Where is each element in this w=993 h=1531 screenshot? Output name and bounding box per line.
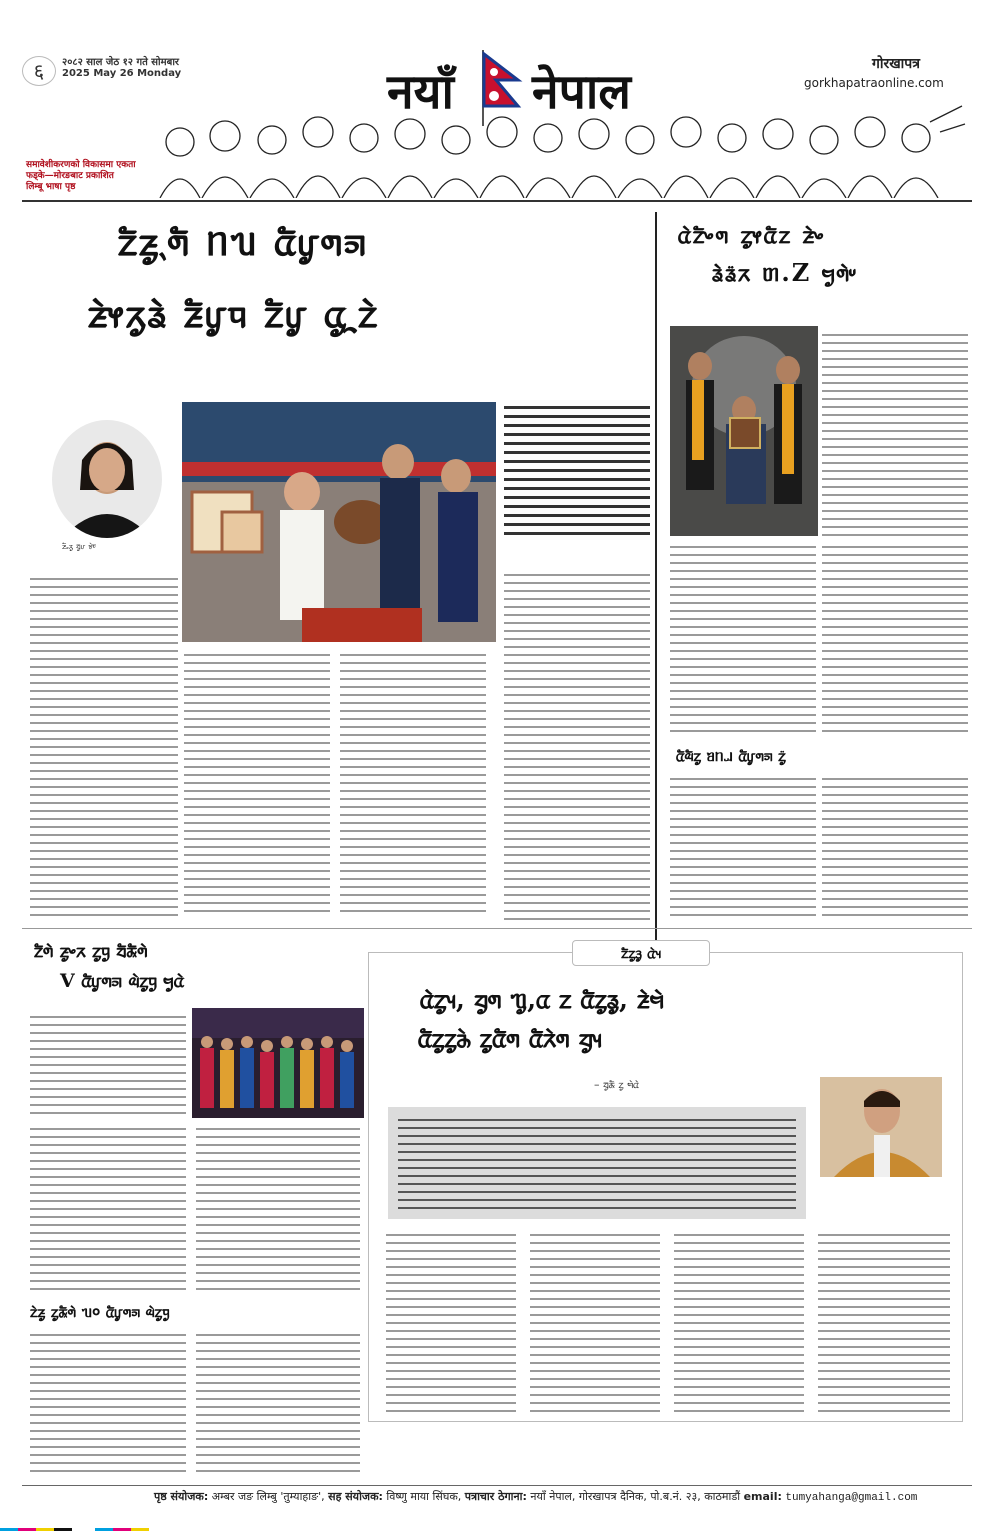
side-column-4 (822, 772, 968, 922)
website-link[interactable]: gorkhapatraonline.com (804, 76, 944, 90)
page-number: ६ (22, 56, 56, 86)
masthead-title-left: नयाँ (387, 64, 454, 120)
interview-headline-line2: ᤂᤠᤁᤢᤁᤢᤌᤧ ᤁᤢᤂᤠᤛ ᤂᤠᤖᤧᤛ ᤔᤢᤵ (418, 1024, 602, 1054)
interview-column-4 (818, 1228, 950, 1414)
interview-headline-line1: ᤂᤧᤁᤢᤵ, ᤔᤢᤛ ᥓᤢ,ᤂ ᤁ ᤂᤠᤁᤢᤕᤢ, ᤏᤧᤗᤧ (420, 985, 664, 1015)
lower-left-heading-line1: ᤁᤠᤛᤧ ᤏᤢᤴᤖ ᤁᤢᤄᤢ ᤔᤠᤊᤠᤛᤧ (34, 940, 148, 962)
section-divider (22, 928, 972, 929)
footer-assistant: विष्णु माया सिंघक, (386, 1490, 462, 1503)
side-column-1 (670, 540, 816, 738)
footer-address-label: पत्राचार ठेगाना: (464, 1490, 527, 1503)
footer-design-label: पृष्ठ संयोजक: (154, 1490, 209, 1503)
tagline-1: समावेशीकरणको विकासमा एकता (26, 160, 136, 170)
tagline-3: लिम्बू भाषा पृष्ठ (26, 182, 76, 192)
footer-email-label: email: (743, 1490, 782, 1503)
award-photo (670, 326, 818, 536)
footer-email-link[interactable]: tumyahanga@gmail.com (785, 1492, 918, 1504)
ceremony-photo (182, 402, 496, 642)
portrait-caption: ᤏᤠᤱᤖᤢ ᤔᤢᤙ ᤃᤧᤰ (62, 542, 97, 552)
footer-credits (154, 1489, 917, 1504)
side-column-3 (670, 772, 816, 922)
lower-left-column-intro (30, 1010, 186, 1118)
lead-headline-line1: ᤁᤠᤏᤢᤷᤛᤠ ᥒᥔ ᤂᤠᤙᤢᤛᤈ (118, 218, 368, 265)
side-headline-line2: ᤕᤧᤕ᤺ᤖ ᥖ.Z ᤗᤢᤛᤧᤸ (712, 258, 858, 287)
footer-divider (22, 1485, 972, 1486)
masthead-title-right: नेपाल (532, 64, 631, 120)
dance-group-photo (192, 1008, 364, 1118)
column-divider (655, 212, 657, 942)
interview-column-1 (386, 1228, 516, 1414)
side-subheading: ᤂᤠᤓᤠᤁᤢ ᥑᥒᥘ ᤂᤠᤙᤢᤛᤈ ᤁᤢ᤺ (676, 746, 786, 765)
side-column-2 (822, 540, 968, 738)
header-divider (22, 200, 972, 202)
crowd-illustration (150, 102, 970, 198)
interviewee-photo (820, 1077, 942, 1177)
footer-designer: अम्बर जङ लिम्बु 'तुम्याहाङ', (211, 1490, 325, 1503)
author-portrait-photo (52, 420, 162, 538)
side-headline-line1: ᤂᤧᤁᤠᤴᤛ ᤁᤢᤶᤂᤠᤁ ᤏᤧᤴ (678, 220, 826, 249)
lead-column-4-top (504, 400, 650, 548)
lead-column-4 (504, 568, 650, 920)
lower-left-heading-2: ᤁᤧᤏᤢ ᤁᤢᤊᤠᤛᤧ ᥔ० ᤂᤠᤙᤢᤛᤈ ᤓᤧᤁᤢᤄᤢ (30, 1302, 170, 1321)
print-registration-marks (0, 1519, 993, 1525)
lead-column-3 (340, 648, 486, 920)
lead-column-1 (30, 572, 178, 920)
lower-left-heading-line2: V ᤂᤠᤙᤢᤛᤈ ᤓᤧᤁᤢᤄᤢ ᤗᤢᤂᤧ (60, 970, 184, 992)
lead-column-2 (184, 648, 330, 920)
tagline-2: फड्के—मोरङबाट प्रकाशित (26, 171, 114, 181)
interview-column-2 (530, 1228, 660, 1414)
lower-left-column-3 (30, 1328, 186, 1478)
footer-assistant-label: सह संयोजक: (328, 1490, 383, 1503)
footer-address: नयाँ नेपाल, गोरखापत्र दैनिक, पो.ब.नं. २३, काठमाडौं (530, 1490, 741, 1503)
date-english: 2025 May 26 Monday (62, 68, 182, 79)
brand-name: गोरखापत्र (872, 56, 920, 72)
interview-intro (388, 1107, 806, 1219)
side-column-top (822, 328, 968, 536)
interview-label: ᤁᤠᤁᤢᤋᤢ ᤂᤧᤵ (572, 940, 710, 966)
lower-left-column-2 (196, 1122, 360, 1292)
date-nepali: २०८२ साल जेठ १२ गते सोमबार (62, 57, 180, 68)
interview-column-3 (674, 1228, 804, 1414)
lower-left-column-1 (30, 1122, 186, 1292)
lower-left-column-4 (196, 1328, 360, 1478)
interview-byline: – ᤔᤢᤊᤠ ᤁᤢ ᤗᤧᤂᤧ (594, 1078, 640, 1091)
lead-headline-line2: ᤏᤧᤶᤖᤢᤕᤧ ᤏᤠᤙᤢᤄ ᤁᤠᤙᤢ ᤂᤢᤳᤁᤧ (88, 290, 380, 337)
